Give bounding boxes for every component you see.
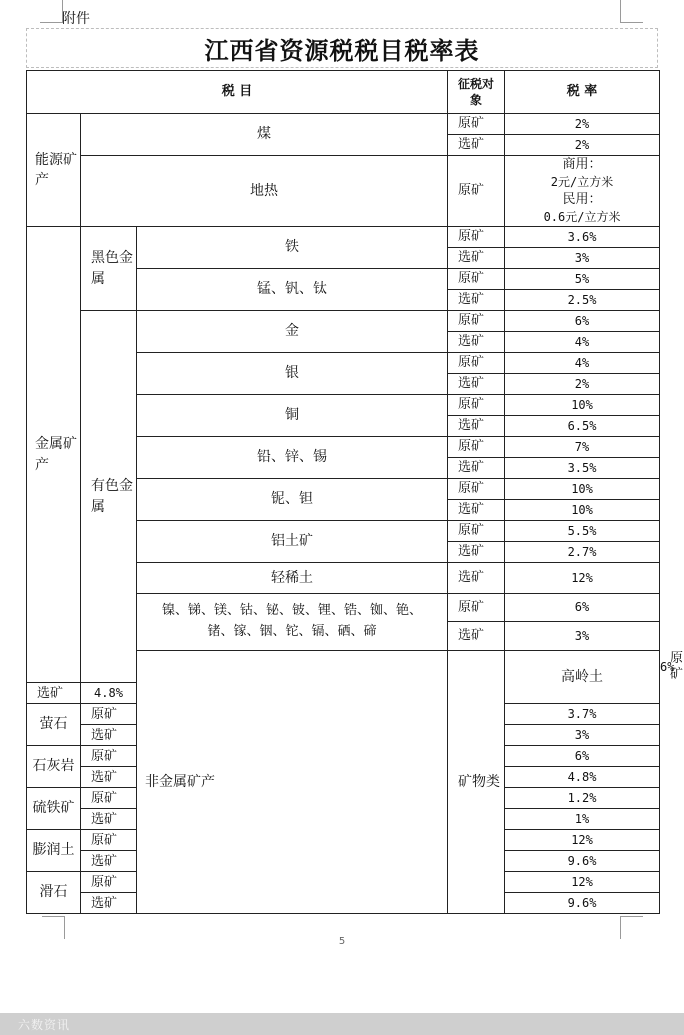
object-cell: 原矿 [448,311,505,332]
rate-cell: 6% [505,594,660,622]
item-talc: 滑石 [27,872,81,914]
rate-cell: 5.5% [505,521,660,542]
object-cell: 选矿 [448,248,505,269]
rate-cell: 2% [505,374,660,395]
item-iron: 铁 [137,227,448,269]
table-row [27,156,660,227]
object-cell: 选矿 [27,683,81,704]
object-cell: 原矿 [81,704,137,725]
commercial-rate: 2元/立方米 [550,174,614,189]
object-cell: 选矿 [81,851,137,872]
table-row [27,227,660,248]
rate-cell: 12% [505,872,660,893]
category-nonmetal: 非金属矿产 [137,651,448,914]
item-limestone: 石灰岩 [27,746,81,788]
object-cell: 原矿 [448,269,505,290]
commercial-label: 商用： [562,157,602,172]
object-cell: 原矿 [81,746,137,767]
table-row [27,311,660,332]
bottom-bar [0,1013,684,1035]
object-cell: 选矿 [448,542,505,563]
rate-cell: 10% [505,395,660,416]
object-cell: 原矿 [448,227,505,248]
object-cell: 选矿 [448,416,505,437]
item-geothermal: 地热 [81,156,448,227]
rate-cell: 9.6% [505,851,660,872]
object-cell: 选矿 [448,563,505,594]
header-rate: 税 率 [505,71,660,114]
rate-cell: 3.6% [505,227,660,248]
rate-cell: 2.5% [505,290,660,311]
object-cell: 原矿 [81,872,137,893]
object-cell: 原矿 [448,479,505,500]
rate-cell: 4% [505,332,660,353]
item-pyrite: 硫铁矿 [27,788,81,830]
object-cell: 选矿 [81,767,137,788]
rate-cell: 7% [505,437,660,458]
rate-cell: 4.8% [81,683,137,704]
rate-cell: 6.5% [505,416,660,437]
rate-cell: 3% [505,622,660,651]
object-cell: 原矿 [448,594,505,622]
watermark: 六数资讯 [18,1018,71,1032]
header-object: 征税对象 [448,71,505,114]
rate-cell: 4.8% [505,767,660,788]
document-title: 江西省资源税税目税率表 [26,28,658,68]
crop-mark-top-right [620,0,643,23]
header-item: 税 目 [27,71,448,114]
item-copper: 铜 [137,395,448,437]
item-nb-ta: 铌、钽 [137,479,448,521]
subcategory-ferrous: 黑色金属 [81,227,137,311]
rate-cell: 10% [505,500,660,521]
object-cell: 原矿 [448,521,505,542]
tax-rate-table [26,70,684,914]
rate-cell: 5% [505,269,660,290]
item-other-metals-line1: 镍、锑、镁、钴、铋、铍、锂、锆、铷、铯、 [162,603,423,619]
object-cell: 选矿 [448,622,505,651]
item-coal: 煤 [81,114,448,156]
item-fluorite: 萤石 [27,704,81,746]
rate-cell: 6% [505,746,660,767]
object-cell: 选矿 [81,809,137,830]
object-cell: 选矿 [448,290,505,311]
object-cell: 原矿 [81,788,137,809]
rate-cell: 9.6% [505,893,660,914]
category-metal: 金属矿产 [27,227,81,683]
table-row [27,114,660,135]
object-cell: 选矿 [448,374,505,395]
category-energy: 能源矿产 [27,114,81,227]
object-cell: 选矿 [448,500,505,521]
item-other-metals-line2: 锗、镓、铟、铊、镉、硒、碲 [207,624,377,640]
object-cell: 选矿 [448,332,505,353]
table-row: 非金属矿产 矿物类 高岭土 原矿 6% [27,651,660,683]
civil-label: 民用： [562,192,602,208]
crop-mark-top-left [40,0,63,23]
object-cell: 原矿 [81,830,137,851]
item-kaolin: 高岭土 [505,651,660,704]
item-bentonite: 膨润土 [27,830,81,872]
object-cell: 选矿 [448,458,505,479]
table-header-row [27,71,660,114]
object-cell: 原矿 [448,114,505,135]
rate-cell: 3.7% [505,704,660,725]
attachment-label: 附件 [62,11,90,27]
object-cell: 选矿 [81,725,137,746]
rate-cell: 12% [505,563,660,594]
item-silver: 银 [137,353,448,395]
item-mn-v-ti: 锰、钒、钛 [137,269,448,311]
rate-cell: 6% [505,311,660,332]
item-light-rare-earth: 轻稀土 [137,563,448,594]
rate-cell: 3.5% [505,458,660,479]
object-cell: 原矿 [448,353,505,374]
item-other-metals [137,594,448,651]
rate-cell: 1% [505,809,660,830]
object-cell: 原矿 [448,437,505,458]
rate-cell: 2% [505,135,660,156]
civil-rate: 0.6元/立方米 [543,209,621,224]
rate-cell: 12% [505,830,660,851]
subcategory-minerals: 矿物类 [448,651,505,914]
rate-cell-geothermal [505,156,660,227]
object-cell: 选矿 [448,135,505,156]
object-cell: 选矿 [81,893,137,914]
page-number: 5 [338,936,346,947]
rate-cell: 2.7% [505,542,660,563]
rate-cell: 2% [505,114,660,135]
item-bauxite: 铝土矿 [137,521,448,563]
subcategory-nonferrous: 有色金属 [81,311,137,683]
item-pb-zn-sn: 铅、锌、锡 [137,437,448,479]
rate-cell: 3% [505,725,660,746]
rate-cell: 4% [505,353,660,374]
item-gold: 金 [137,311,448,353]
rate-cell: 1.2% [505,788,660,809]
rate-cell: 3% [505,248,660,269]
object-cell: 原矿 [448,395,505,416]
object-cell: 原矿 [448,156,505,227]
rate-cell: 10% [505,479,660,500]
